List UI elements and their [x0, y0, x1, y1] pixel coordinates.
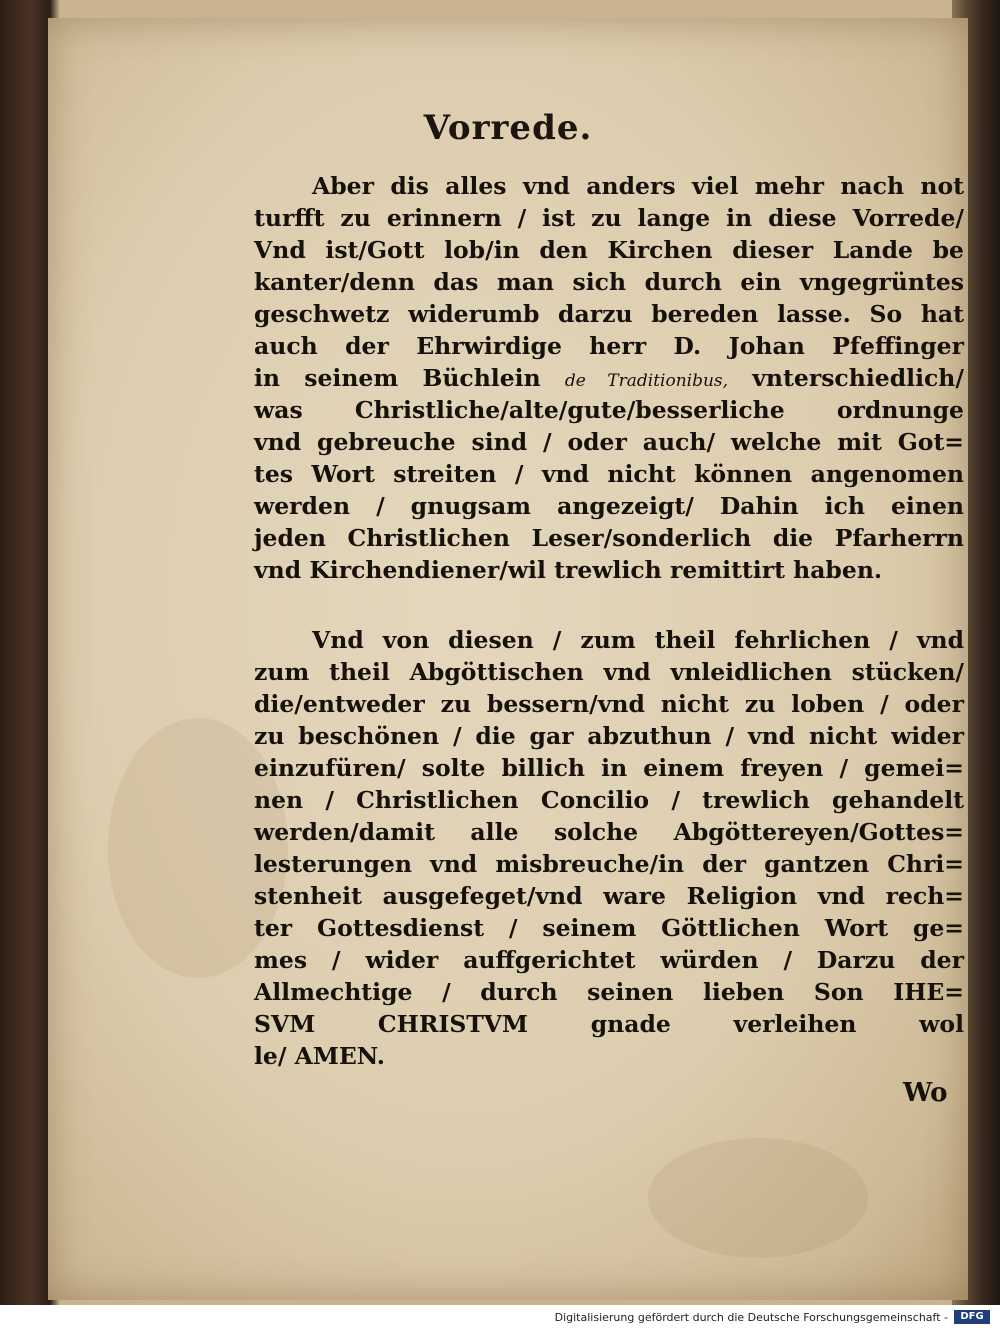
text-segment: auch der Ehrwirdige herr D. Johan Pfeffinger	[254, 332, 964, 360]
text-segment: Vnd ist/Gott lob/in den Kirchen dieser Lande be	[254, 236, 964, 264]
paragraph-1	[254, 170, 964, 586]
text-segment: werden / gnugsam angezeigt/ Dahin ich einen	[254, 492, 964, 520]
text-line	[254, 330, 964, 362]
text-line	[254, 624, 964, 656]
text-segment: Allmechtige / durch seinen lieben Son IHE=	[254, 978, 964, 1006]
text-segment: le/ AMEN.	[254, 1042, 385, 1070]
running-header: Vorrede.	[423, 108, 593, 148]
text-segment: geschwetz widerumb darzu bereden lasse. So hat	[254, 300, 964, 328]
text-segment: ter Gottesdienst / seinem Göttlichen Wort ge=	[254, 914, 964, 942]
text-segment: einzufüren/ solte billich in einem freyen / gemei=	[254, 754, 964, 782]
latin-phrase: de Traditionibus,	[564, 371, 729, 391]
catchword: Wo	[903, 1078, 948, 1108]
text-segment: lesterungen vnd misbreuche/in der gantzen Chri=	[254, 850, 964, 878]
text-line	[254, 752, 964, 784]
text-line	[254, 912, 964, 944]
text-line	[254, 688, 964, 720]
text-line	[254, 298, 964, 330]
text-line	[254, 848, 964, 880]
text-line	[254, 656, 964, 688]
dfg-logo: DFG	[954, 1310, 990, 1324]
text-segment: tes Wort streiten / vnd nicht können angenomen	[254, 460, 964, 488]
footer-bar	[0, 1305, 1000, 1328]
text-line	[254, 720, 964, 752]
text-line	[254, 490, 964, 522]
text-segment: zum theil Abgöttischen vnd vnleidlichen stücken/	[254, 658, 964, 686]
paper-stain	[648, 1138, 868, 1258]
text-line	[254, 522, 964, 554]
text-line	[254, 426, 964, 458]
text-segment: vnd gebreuche sind / oder auch/ welche mit Got=	[254, 428, 964, 456]
text-segment: mes / wider auffgerichtet würden / Darzu der	[254, 946, 964, 974]
text-line	[254, 816, 964, 848]
text-segment: nen / Christlichen Concilio / trewlich gehandelt	[254, 786, 964, 814]
paragraph-2	[254, 624, 964, 1072]
text-segment: vnterschiedlich/	[728, 364, 964, 392]
text-line	[254, 554, 964, 586]
text-segment: jeden Christlichen Leser/sonderlich die Pfarherrn	[254, 524, 964, 552]
book-page	[48, 18, 968, 1300]
text-line	[254, 944, 964, 976]
text-line	[254, 458, 964, 490]
text-line	[254, 234, 964, 266]
text-line	[254, 880, 964, 912]
text-segment: Aber dis alles vnd anders viel mehr nach not	[312, 172, 964, 200]
text-line	[254, 394, 964, 426]
text-line	[254, 1008, 964, 1040]
text-segment: SVM CHRISTVM gnade verleihen wol	[254, 1010, 964, 1038]
text-segment: was Christliche/alte/gute/besserliche ordnunge	[254, 396, 964, 424]
text-line	[254, 976, 964, 1008]
text-segment: turfft zu erinnern / ist zu lange in diese Vorrede/	[254, 204, 964, 232]
text-segment: kanter/denn das man sich durch ein vngegrüntes	[254, 268, 964, 296]
text-line	[254, 202, 964, 234]
text-line	[254, 784, 964, 816]
text-line	[254, 1040, 964, 1072]
text-line	[254, 362, 964, 394]
text-segment: die/entweder zu bessern/vnd nicht zu loben / oder	[254, 690, 964, 718]
text-segment: Vnd von diesen / zum theil fehrlichen / vnd	[312, 626, 964, 654]
text-segment: werden/damit alle solche Abgöttereyen/Gottes=	[254, 818, 964, 846]
text-line	[254, 266, 964, 298]
footer-credit: Digitalisierung gefördert durch die Deutsche Forschungsgemeinschaft -	[554, 1311, 948, 1324]
text-line	[254, 170, 964, 202]
text-segment: zu beschönen / die gar abzuthun / vnd nicht wider	[254, 722, 964, 750]
text-segment: stenheit ausgefeget/vnd ware Religion vnd rech=	[254, 882, 964, 910]
text-segment: in seinem Büchlein	[254, 364, 565, 392]
text-segment: vnd Kirchendiener/wil trewlich remittirt haben.	[254, 556, 883, 584]
